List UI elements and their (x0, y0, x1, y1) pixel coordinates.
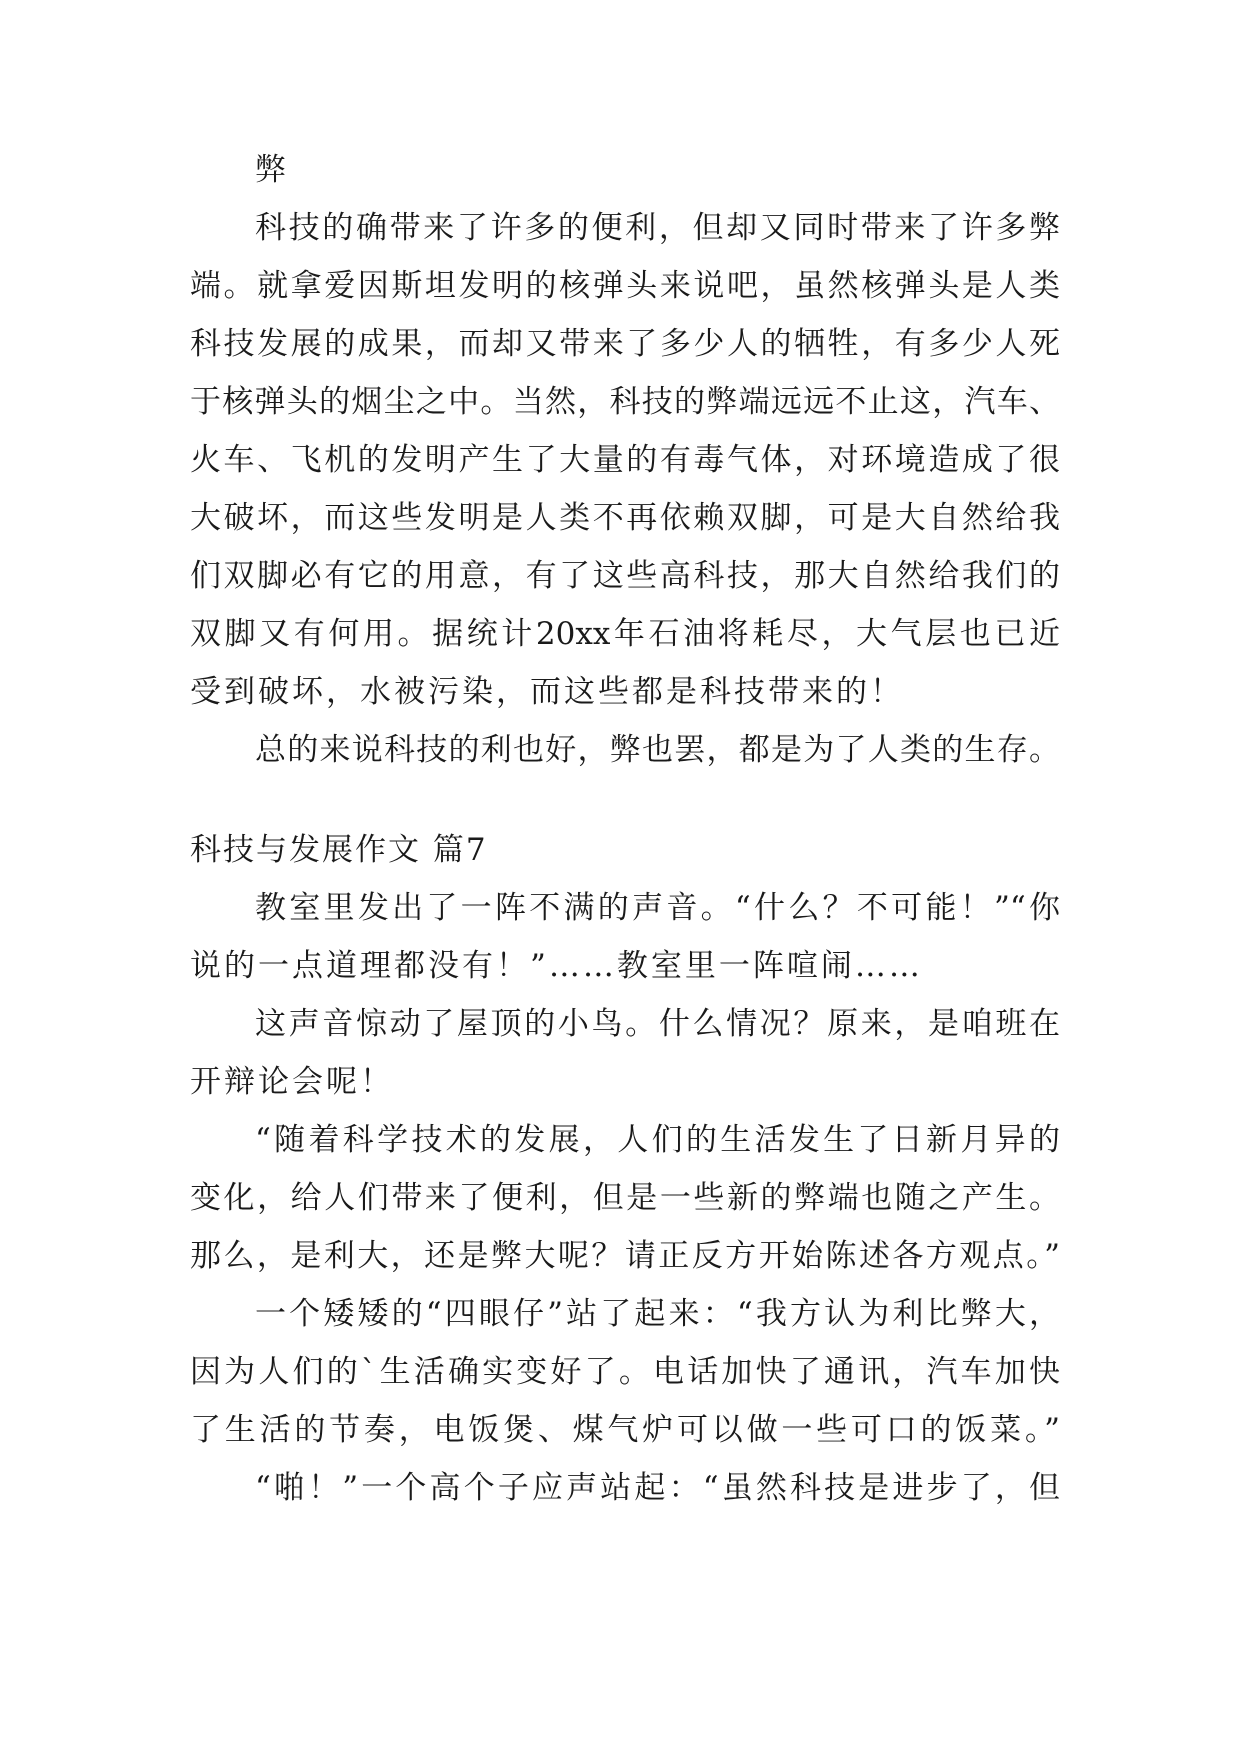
paragraph-first-line: “随着科学技术的发展，人们的生活发生了日新月异的 (255, 1122, 1060, 1158)
paragraph-first-line: 这声音惊动了屋顶的小鸟。什么情况？原来，是咱班在 (255, 1006, 1060, 1042)
text-line: 说的一点道理都没有！”……教室里一阵喧闹…… (190, 948, 923, 984)
paragraph-first-line: 一个矮矮的“四眼仔”站了起来：“我方认为利比弊大， (255, 1296, 1060, 1332)
text-line: 端。就拿爱因斯坦发明的核弹头来说吧，虽然核弹头是人类 (190, 268, 1060, 304)
text-line: 于核弹头的烟尘之中。当然，科技的弊端远远不止这，汽车、 (190, 384, 1060, 420)
text-line: 了生活的节奏，电饭煲、煤气炉可以做一些可口的饭菜。” (190, 1412, 1060, 1448)
text-line: 大破坏，而这些发明是人类不再依赖双脚，可是大自然给我 (190, 500, 1060, 536)
text-line: 科技发展的成果，而却又带来了多少人的牺牲，有多少人死 (190, 326, 1060, 362)
text-line: 受到破坏，水被污染，而这些都是科技带来的！ (190, 674, 904, 710)
paragraph-first-line: 总的来说科技的利也好，弊也罢，都是为了人类的生存。 (255, 732, 1060, 768)
section-heading: 科技与发展作文 篇7 (190, 832, 488, 868)
paragraph-first-line: 教室里发出了一阵不满的声音。“什么？不可能！”“你 (255, 890, 1060, 926)
text-line: 们双脚必有它的用意，有了这些高科技，那大自然给我们的 (190, 558, 1060, 594)
text-line: 弊 (255, 152, 289, 188)
paragraph-first-line: “啪！”一个高个子应声站起：“虽然科技是进步了，但 (255, 1470, 1060, 1506)
text-line: 火车、飞机的发明产生了大量的有毒气体，对环境造成了很 (190, 442, 1060, 478)
paragraph-first-line: 科技的确带来了许多的便利，但却又同时带来了许多弊 (255, 210, 1060, 246)
text-line: 变化，给人们带来了便利，但是一些新的弊端也随之产生。 (190, 1180, 1060, 1216)
text-line: 那么，是利大，还是弊大呢？请正反方开始陈述各方观点。” (190, 1238, 1060, 1274)
text-line: 双脚又有何用。据统计20xx年石油将耗尽，大气层也已近 (190, 616, 1060, 652)
text-line: 开辩论会呢！ (190, 1064, 394, 1100)
text-line: 因为人们的`生活确实变好了。电话加快了通讯，汽车加快 (190, 1354, 1060, 1390)
